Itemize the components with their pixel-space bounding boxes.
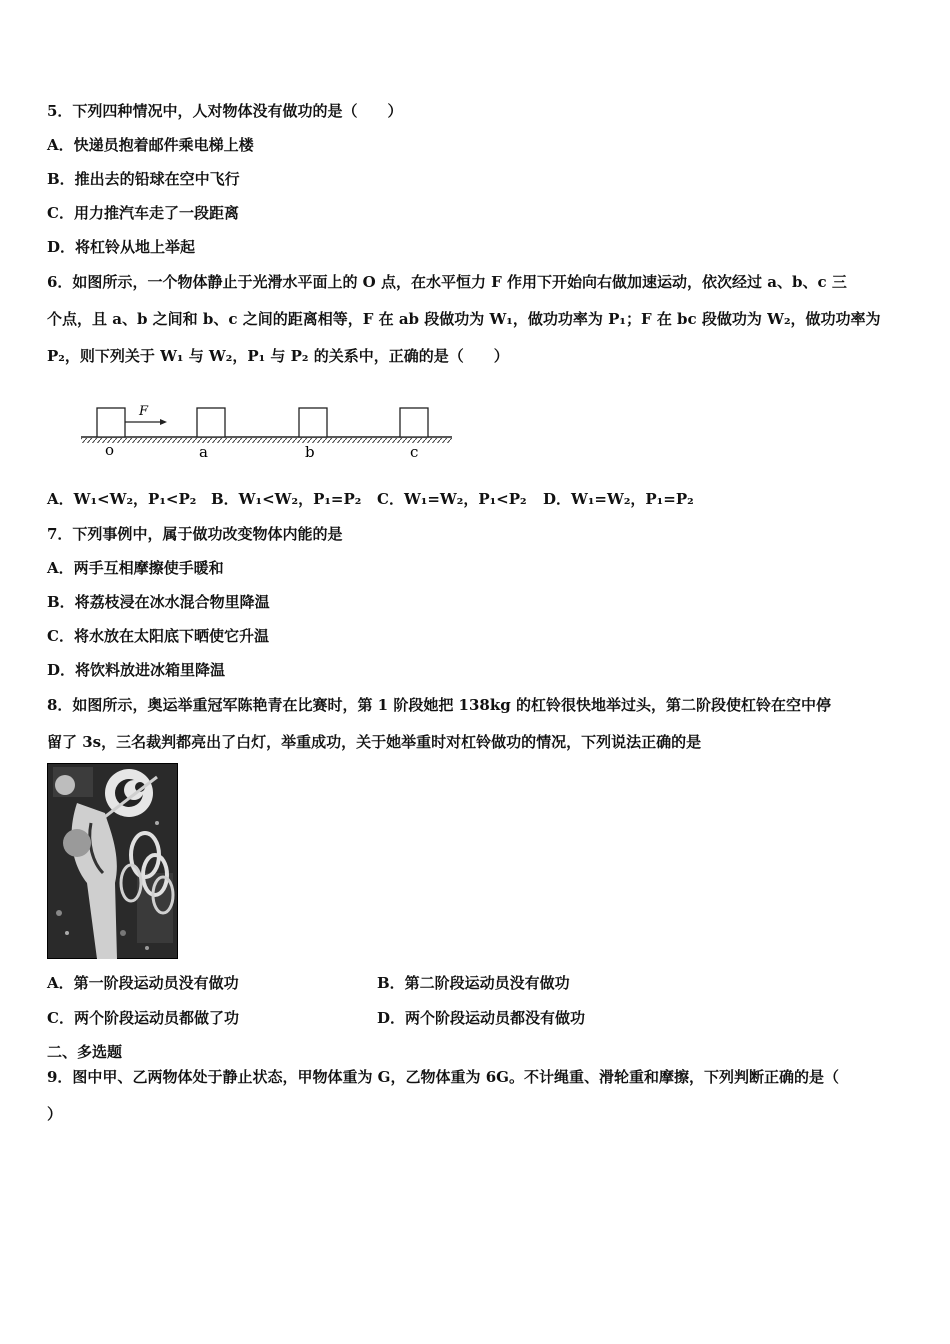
q8-option-c: C．两个阶段运动员都做了功 bbox=[47, 1009, 239, 1027]
q7-option-d: D．将饮料放进冰箱里降温 bbox=[47, 661, 226, 679]
block-at-b bbox=[299, 408, 327, 437]
ground-hatching bbox=[81, 438, 452, 443]
q6-figure bbox=[75, 398, 460, 468]
block-at-a bbox=[197, 408, 225, 437]
point-label-b: b bbox=[305, 443, 315, 461]
q5-option-c: C．用力推汽车走了一段距离 bbox=[47, 204, 239, 222]
force-arrowhead bbox=[160, 419, 167, 425]
q6-option-d: D．W₁=W₂，P₁=P₂ bbox=[543, 490, 694, 508]
q8-stem-line1: 8．如图所示，奥运举重冠军陈艳青在比赛时，第 1 阶段她把 138kg 的杠铃很快地举过头，第二阶段使杠铃在空中停 bbox=[47, 696, 831, 714]
q5-option-d: D．将杠铃从地上举起 bbox=[47, 238, 196, 256]
q7-stem: 7．下列事例中，属于做功改变物体内能的是 bbox=[47, 525, 343, 543]
point-label-c: c bbox=[410, 443, 419, 461]
block-at-o bbox=[97, 408, 125, 437]
q6-stem-line1: 6．如图所示，一个物体静止于光滑水平面上的 O 点，在水平恒力 F 作用下开始向右做加速运动，依次经过 a、b、c 三 bbox=[47, 273, 847, 291]
q6-option-b: B．W₁<W₂，P₁=P₂ bbox=[211, 490, 362, 508]
point-label-o: o bbox=[105, 441, 115, 459]
q9-stem-line1: 9．图中甲、乙两物体处于静止状态，甲物体重为 G，乙物体重为 6G。不计绳重、滑轮重和摩擦，下列判断正确的是（ bbox=[47, 1068, 839, 1086]
q8-option-b: B．第二阶段运动员没有做功 bbox=[377, 974, 570, 992]
q6-option-c: C．W₁=W₂，P₁<P₂ bbox=[377, 490, 527, 508]
q6-option-a: A．W₁<W₂，P₁<P₂ bbox=[47, 490, 197, 508]
point-label-a: a bbox=[199, 443, 208, 461]
q8-option-a: A．第一阶段运动员没有做功 bbox=[47, 974, 239, 992]
q7-option-c: C．将水放在太阳底下晒使它升温 bbox=[47, 627, 269, 645]
q6-stem-line3: P₂，则下列关于 W₁ 与 W₂，P₁ 与 P₂ 的关系中，正确的是（ ） bbox=[47, 347, 509, 365]
q8-stem-line2: 留了 3s，三名裁判都亮出了白灯，举重成功，关于她举重时对杠铃做功的情况，下列说法正确的是 bbox=[47, 733, 702, 751]
q6-stem-line2: 个点，且 a、b 之间和 b、c 之间的距离相等，F 在 ab 段做功为 W₁，做功功率为 P₁；F 在 bc 段做功为 W₂，做功功率为 bbox=[47, 310, 881, 328]
q7-option-a: A．两手互相摩擦使手暖和 bbox=[47, 559, 224, 577]
q7-option-b: B．将荔枝浸在冰水混合物里降温 bbox=[47, 593, 270, 611]
q8-option-d: D．两个阶段运动员都没有做功 bbox=[377, 1009, 586, 1027]
q8-weightlifter-photo bbox=[47, 763, 178, 959]
q9-stem-line2: ） bbox=[47, 1105, 63, 1123]
q5-stem: 5．下列四种情况中，人对物体没有做功的是（ ） bbox=[47, 102, 403, 120]
q5-option-b: B．推出去的铅球在空中飞行 bbox=[47, 170, 240, 188]
section-title-multiple-choice: 二、多选题 bbox=[47, 1043, 123, 1061]
q5-option-a: A．快递员抱着邮件乘电梯上楼 bbox=[47, 136, 254, 154]
force-label: F bbox=[139, 404, 149, 419]
block-at-c bbox=[400, 408, 428, 437]
